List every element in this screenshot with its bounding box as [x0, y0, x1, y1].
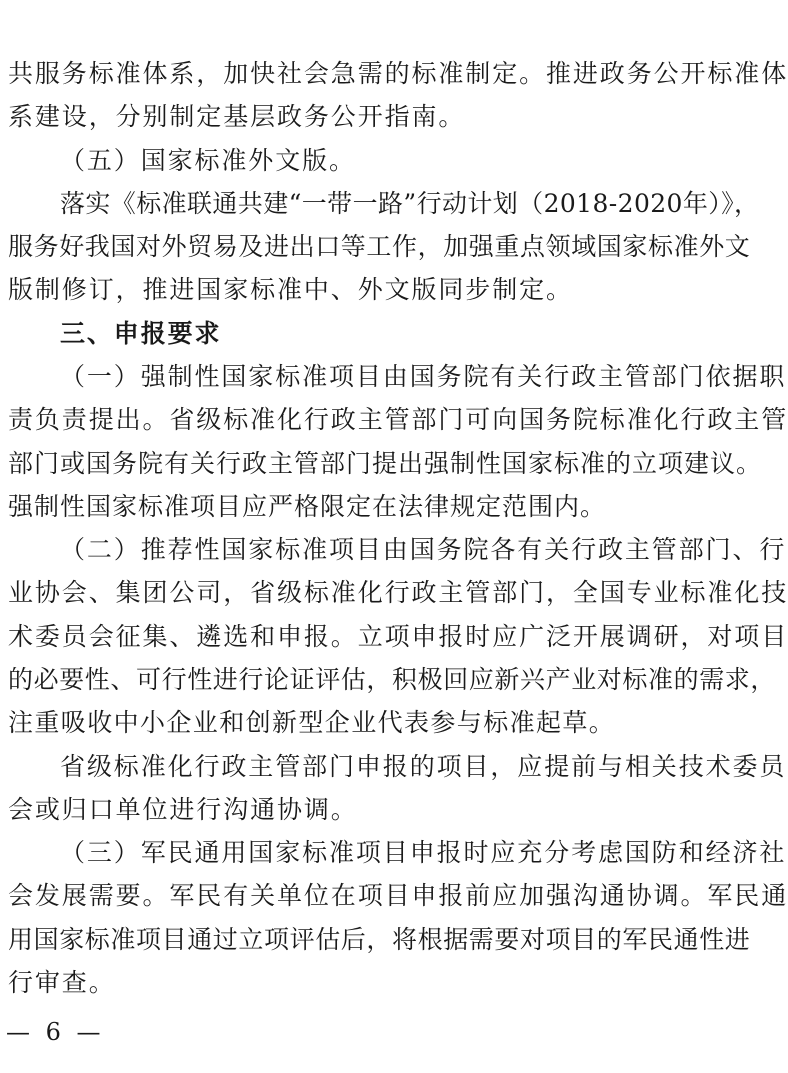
text-line: 术委员会征集、遴选和申报。立项申报时应广泛开展调研，对项目	[8, 621, 788, 651]
text-line: 落实《标准联通共建“一带一路”行动计划（2018-2020年）》，	[60, 188, 760, 218]
text-line: 强制性国家标准项目应严格限定在法律规定范围内。	[8, 491, 607, 521]
text-line: 用国家标准项目通过立项评估后，将根据需要对项目的军民通性进	[8, 924, 751, 954]
text-line: （一）强制性国家标准项目由国务院有关行政主管部门依据职	[60, 362, 787, 391]
text-line: 的必要性、可行性进行论证评估，积极回应新兴产业对标准的需求，	[8, 665, 777, 694]
section-heading: 三、申报要求	[60, 318, 222, 348]
text-line: 行审查。	[8, 968, 116, 997]
text-line: 业协会、集团公司，省级标准化行政主管部门，全国专业标准化技	[8, 578, 788, 608]
text-line: 共服务标准体系，加快社会急需的标准制定。推进政务公开标准体	[8, 59, 788, 88]
text-line: 责负责提出。省级标准化行政主管部门可向国务院标准化行政主管	[8, 405, 788, 435]
text-line: （二）推荐性国家标准项目由国务院各有关行政主管部门、行	[60, 535, 787, 565]
text-line: （三）军民通用国家标准项目申报时应充分考虑国防和经济社	[60, 838, 787, 868]
text-line: 部门或国务院有关行政主管部门提出强制性国家标准的立项建议。	[8, 448, 763, 478]
text-line: 会或归口单位进行沟通协调。	[8, 794, 358, 824]
text-line: 省级标准化行政主管部门申报的项目，应提前与相关技术委员	[60, 751, 787, 781]
section-heading: （五）国家标准外文版。	[60, 145, 356, 175]
text-line: 系建设，分别制定基层政务公开指南。	[8, 102, 466, 132]
page-number: — 6 —	[6, 1018, 105, 1046]
text-line: 服务好我国对外贸易及进出口等工作，加强重点领域国家标准外文	[8, 232, 751, 262]
text-line: 会发展需要。军民有关单位在项目申报前应加强沟通协调。军民通	[8, 881, 788, 911]
text-line: 注重吸收中小企业和创新型企业代表参与标准起草。	[8, 708, 616, 738]
text-line: 版制修订，推进国家标准中、外文版同步制定。	[8, 275, 573, 305]
